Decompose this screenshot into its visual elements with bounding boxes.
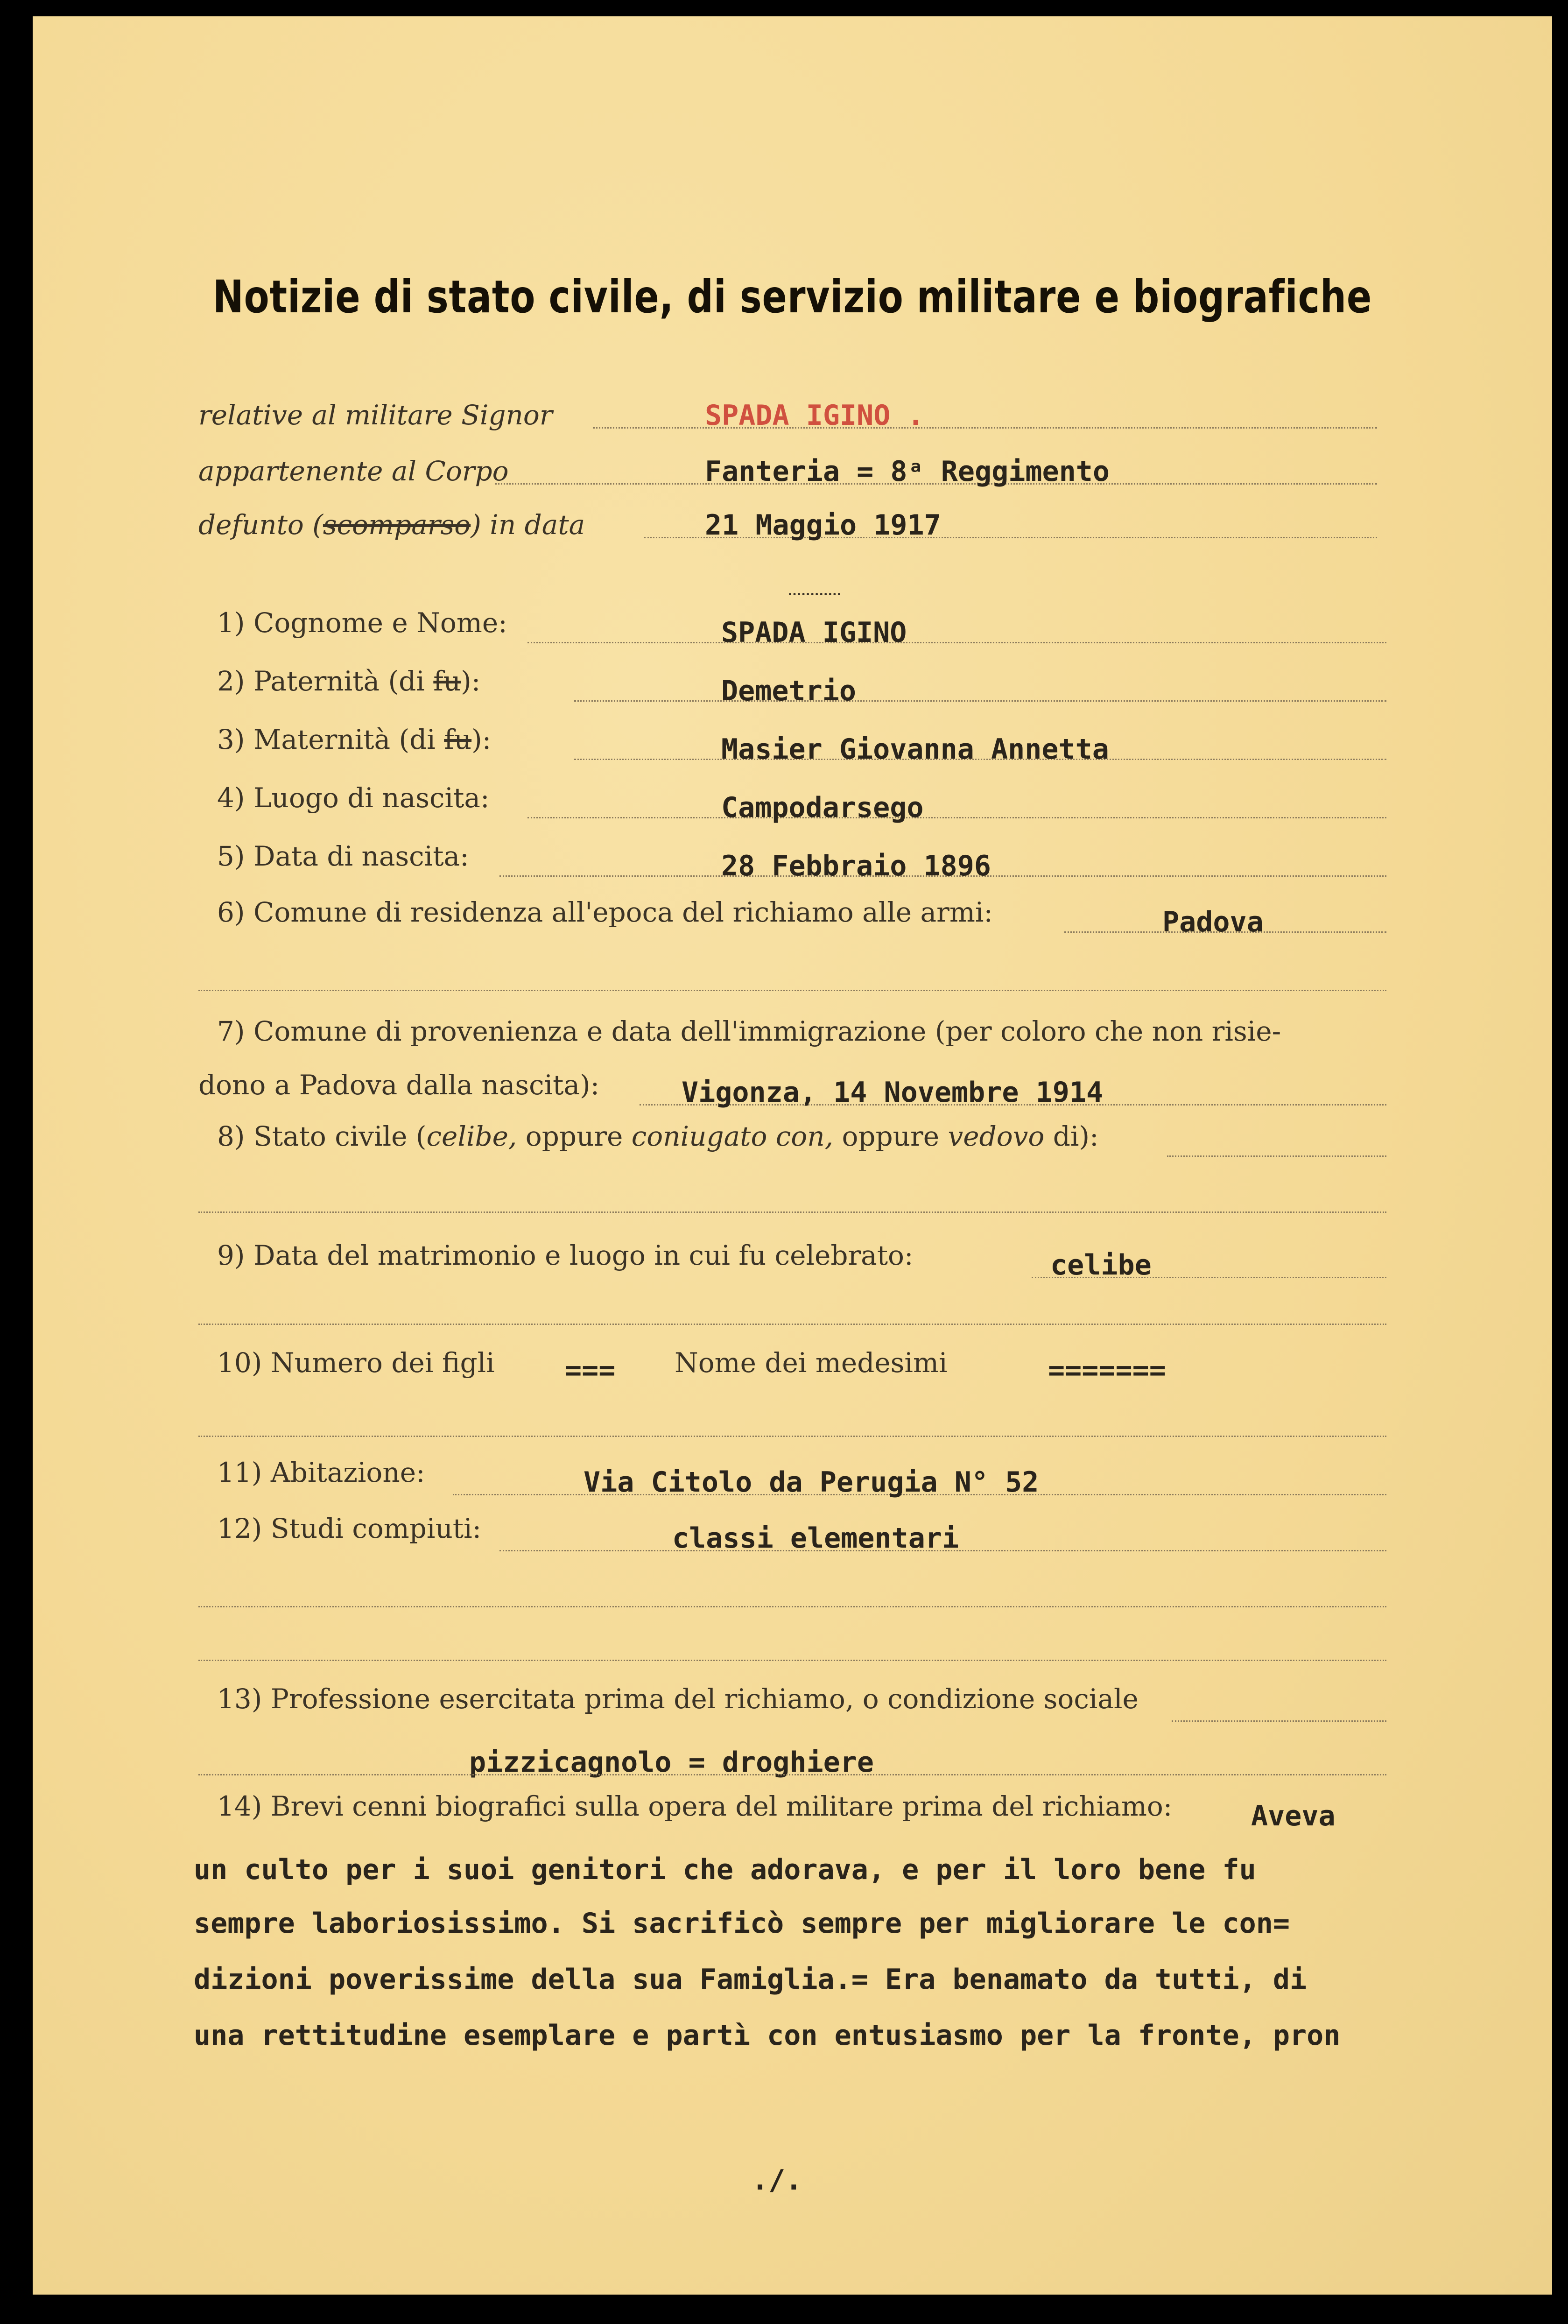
label-celibe: celibe,	[426, 1120, 517, 1152]
label-numero-figli: 10) Numero dei figli	[217, 1347, 495, 1379]
label-vedovo: vedovo	[948, 1120, 1045, 1152]
label-defunto-b: ) in data	[471, 509, 585, 541]
line-matrimonio-2	[198, 1324, 1386, 1325]
value-nome-medesimi: =======	[1048, 1354, 1166, 1387]
label-corpo: appartenente al Corpo	[198, 455, 509, 487]
line-professione-2	[198, 1774, 1386, 1775]
label-oppure-2: oppure	[833, 1120, 948, 1152]
value-data-nascita: 28 Febbraio 1896	[721, 850, 991, 882]
line-stato-civile	[1167, 1155, 1386, 1157]
label-comune-residenza: 6) Comune di residenza all'epoca del richiamo alle armi:	[217, 896, 993, 928]
value-corpo: Fanteria = 8ᵃ Reggimento	[705, 455, 1110, 488]
label-maternita-b: ):	[471, 724, 492, 755]
label-comune-provenienza-2: dono a Padova dalla nascita):	[198, 1069, 600, 1101]
label-professione: 13) Professione esercitata prima del richiamo, o condizione sociale	[217, 1683, 1139, 1715]
label-data-nascita: 5) Data di nascita:	[217, 840, 469, 872]
label-paternita	[217, 665, 480, 697]
value-signor: SPADA IGINO .	[705, 399, 924, 432]
value-data: 21 Maggio 1917	[705, 509, 941, 542]
line-studi-3	[198, 1660, 1386, 1661]
label-oppure-1: oppure	[517, 1120, 632, 1152]
value-maternita: Masier Giovanna Annetta	[721, 733, 1109, 766]
value-cenni-first: Aveva	[1251, 1800, 1336, 1832]
value-numero-figli: ===	[565, 1354, 616, 1387]
label-stato-civile-b: di):	[1044, 1120, 1099, 1152]
label-cenni-biografici: 14) Brevi cenni biografici sulla opera del militare prima del richiamo:	[217, 1790, 1173, 1822]
label-stato-civile-a: 8) Stato civile (	[217, 1120, 427, 1152]
value-matrimonio: celibe	[1050, 1249, 1152, 1282]
value-paternita: Demetrio	[721, 675, 856, 707]
continuation-mark: ./.	[752, 2164, 802, 2197]
label-cognome-nome: 1) Cognome e Nome:	[217, 607, 507, 639]
value-abitazione: Via Citolo da Perugia N° 52	[584, 1466, 1039, 1499]
label-abitazione: 11) Abitazione:	[217, 1457, 425, 1488]
label-signor: relative al militare Signor	[198, 399, 553, 431]
label-defunto	[198, 509, 585, 541]
value-cenni-line-4: una rettitudine esemplare e partì con entusiasmo per la fronte, pron	[194, 2019, 1341, 2052]
line-professione	[1172, 1720, 1386, 1722]
line-stato-civile-2	[198, 1211, 1386, 1213]
label-matrimonio: 9) Data del matrimonio e luogo in cui fu celebrato:	[217, 1239, 914, 1271]
page-title: Notizie di stato civile, di servizio militare e biografiche	[212, 271, 1372, 323]
value-studi: classi elementari	[672, 1522, 959, 1555]
label-maternita-struck: fu	[444, 724, 472, 755]
value-cenni-line-3: dizioni poverissime della sua Famiglia.= Era benamato da tutti, di	[194, 1963, 1307, 1996]
label-paternita-b: ):	[461, 665, 481, 697]
line-studi-2	[198, 1606, 1386, 1607]
value-cenni-line-1: un culto per i suoi genitori che adorava, e per il loro bene fu	[194, 1853, 1256, 1886]
value-professione: pizzicagnolo = droghiere	[469, 1746, 874, 1779]
value-comune-residenza: Padova	[1162, 906, 1264, 938]
label-paternita-struck: fu	[433, 665, 461, 697]
label-studi: 12) Studi compiuti:	[217, 1513, 482, 1544]
label-stato-civile	[217, 1120, 1099, 1152]
line-luogo-nascita	[527, 817, 1386, 818]
line-paternita	[574, 700, 1386, 702]
label-defunto-a: defunto (	[198, 509, 323, 541]
value-comune-provenienza: Vigonza, 14 Novembre 1914	[682, 1076, 1104, 1109]
label-maternita	[217, 724, 491, 755]
separator-dots	[789, 593, 840, 595]
label-maternita-a: 3) Maternità (di	[217, 724, 444, 755]
value-cenni-line-2: sempre laboriosissimo. Si sacrificò sempre per migliorare le con=	[194, 1907, 1290, 1940]
document-page	[33, 16, 1552, 2295]
label-defunto-struck: scomparso	[323, 509, 471, 541]
label-luogo-nascita: 4) Luogo di nascita:	[217, 782, 490, 814]
label-coniugato: coniugato con,	[631, 1120, 834, 1152]
label-paternita-a: 2) Paternità (di	[217, 665, 434, 697]
value-luogo-nascita: Campodarsego	[721, 791, 924, 824]
label-comune-provenienza-1: 7) Comune di provenienza e data dell'immigrazione (per coloro che non risie-	[217, 1015, 1281, 1047]
value-cognome-nome: SPADA IGINO	[721, 616, 907, 649]
line-cognome-nome	[527, 642, 1386, 643]
label-nome-medesimi: Nome dei medesimi	[675, 1347, 948, 1379]
line-comune-residenza-2	[198, 990, 1386, 991]
line-figli	[198, 1436, 1386, 1437]
